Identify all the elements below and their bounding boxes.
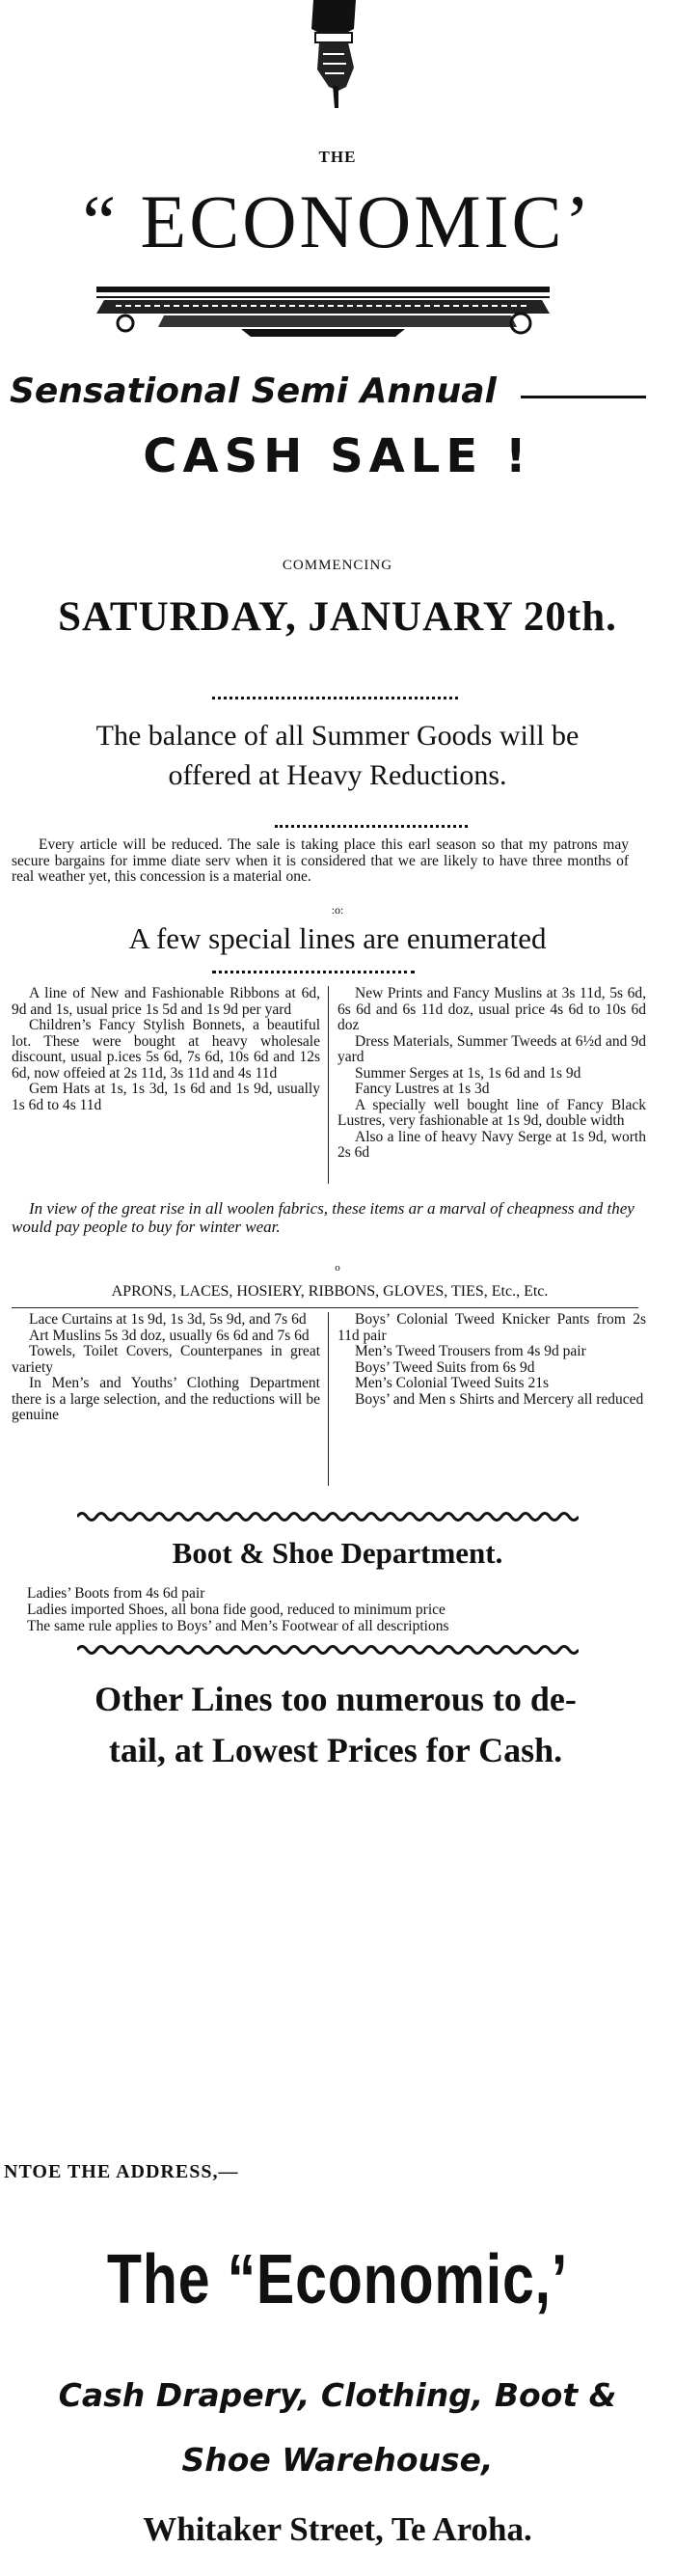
special-left-item: Gem Hats at 1s, 1s 3d, 1s 6d and 1s 9d, usually 1s 6d to 4s 11d	[12, 1081, 320, 1113]
special-lines-heading: A few special lines are enumerated	[128, 921, 547, 955]
aprons-left-item: Lace Curtains at 1s 9d, 1s 3d, 5s 9d, and 7s 6d	[29, 1311, 307, 1328]
store-name-footer: The “Economic,’	[106, 2241, 569, 2318]
boot-shoe-line: Ladies’ Boots from 4s 6d pair	[27, 1585, 205, 1602]
section-rule	[12, 1307, 638, 1308]
special-right-item: Fancy Lustres at 1s 3d	[355, 1081, 490, 1097]
aprons-left-column	[12, 1312, 320, 1424]
woolen-separator: o	[335, 1262, 340, 1274]
column-rule	[328, 986, 329, 1184]
dotted-divider	[212, 971, 415, 973]
special-right-item: Summer Serges at 1s, 1s 6d and 1s 9d	[355, 1064, 581, 1082]
dotted-divider	[275, 825, 468, 828]
business-line-1: Cash Drapery, Clothing, Boot &	[58, 2376, 617, 2414]
aprons-left-item: Art Muslins 5s 3d doz, usually 6s 6d and 7s 6d	[29, 1327, 310, 1344]
business-line-2: Shoe Warehouse,	[181, 2441, 494, 2479]
special-right-item: New Prints and Fancy Muslins at 3s 11d, 5s 6d, 6s 6d and 6s 11d doz, usual price 4s 6d to 10s 6d doz	[338, 985, 646, 1033]
balance-line-2: offered at Heavy Reductions.	[168, 759, 507, 791]
intro-paragraph: Every article will be reduced. The sale is taking place this earl season so that my patrons may secure bargains for imme diate serv when it is considered that we are likely to have three months of real weather yet, this concession is a material one.	[12, 836, 629, 885]
boot-shoe-line: Ladies imported Shoes, all bona fide good, reduced to minimum price	[27, 1602, 446, 1618]
special-left-item: Children’s Fancy Stylish Bonnets, a beautiful lot. These were bought at heavy wholesale discount, usual p.ices 5s 6d, 7s 6d, 10s 6d and 12s 6d, now offeied at 2s 11d, 3s 11d and 4s 11d	[12, 1017, 320, 1082]
commencing-label: COMMENCING	[282, 558, 393, 573]
headline-sensational: Sensational Semi Annual	[10, 371, 497, 411]
column-rule	[328, 1312, 329, 1486]
woolen-paragraph: In view of the great rise in all woolen fabrics, these items ar a marval of cheapness and they would pay people to buy for winter wear.	[12, 1199, 634, 1236]
special-right-column	[338, 986, 646, 1162]
store-name-title: “ ECONOMIC’	[82, 179, 593, 263]
balance-line-1: The balance of all Summer Goods will be	[95, 720, 580, 752]
boot-shoe-lines	[27, 1585, 644, 1634]
special-left-column	[12, 986, 320, 1113]
headline-rule	[521, 396, 646, 398]
other-lines-1: Other Lines too numerous to de-	[94, 1680, 577, 1718]
other-lines-2: tail, at Lowest Prices for Cash.	[108, 1731, 563, 1769]
dotted-divider	[212, 697, 458, 699]
special-right-item: Dress Materials, Summer Tweeds at 6½d and 9d yard	[338, 1032, 646, 1065]
cash-sale-headline: CASH SALE !	[143, 429, 532, 483]
aprons-right-column	[338, 1312, 646, 1408]
note-address-label: NTOE THE ADDRESS,—	[4, 2161, 239, 2182]
aprons-right-item: Boys’ and Men s Shirts and Mercery all reduced	[355, 1390, 644, 1408]
the-label: THE	[318, 148, 357, 166]
aprons-right-item: Boys’ Colonial Tweed Knicker Pants from 2s 11d pair	[338, 1311, 646, 1344]
ornamental-banner	[96, 283, 550, 343]
aprons-right-item: Boys’ Tweed Suits from 6s 9d	[355, 1358, 535, 1376]
aprons-heading: APRONS, LACES, HOSIERY, RIBBONS, GLOVES, TIES, Etc., Etc.	[111, 1283, 549, 1300]
sale-date: SATURDAY, JANUARY 20th.	[58, 594, 617, 640]
aprons-right-item: Men’s Tweed Trousers from 4s 9d pair	[355, 1343, 586, 1359]
intro-separator: :o:	[331, 903, 344, 917]
wavy-divider	[77, 1643, 579, 1657]
wavy-divider	[77, 1510, 579, 1523]
special-right-item: Also a line of heavy Navy Serge at 1s 9d, worth 2s 6d	[338, 1128, 646, 1161]
special-left-item: A line of New and Fashionable Ribbons at 6d, 9d and 1s, usual price 1s 5d and 1s 9d per yard	[12, 985, 320, 1018]
street-address: Whitaker Street, Te Aroha.	[143, 2510, 532, 2548]
aprons-left-item: In Men’s and Youths’ Clothing Department there is a large selection, and the reductions will be genuine	[12, 1375, 320, 1423]
boot-shoe-heading: Boot & Shoe Department.	[172, 1536, 503, 1570]
aprons-left-item: Towels, Toilet Covers, Counterpanes in great variety	[12, 1343, 320, 1376]
boot-shoe-line: The same rule applies to Boys’ and Men’s Footwear of all descriptions	[27, 1618, 449, 1634]
aprons-right-item: Men’s Colonial Tweed Suits 21s	[355, 1375, 549, 1391]
pointing-hand-icon	[294, 0, 371, 111]
special-right-item: A specially well bought line of Fancy Black Lustres, very fashionable at 1s 9d, double width	[338, 1096, 646, 1129]
